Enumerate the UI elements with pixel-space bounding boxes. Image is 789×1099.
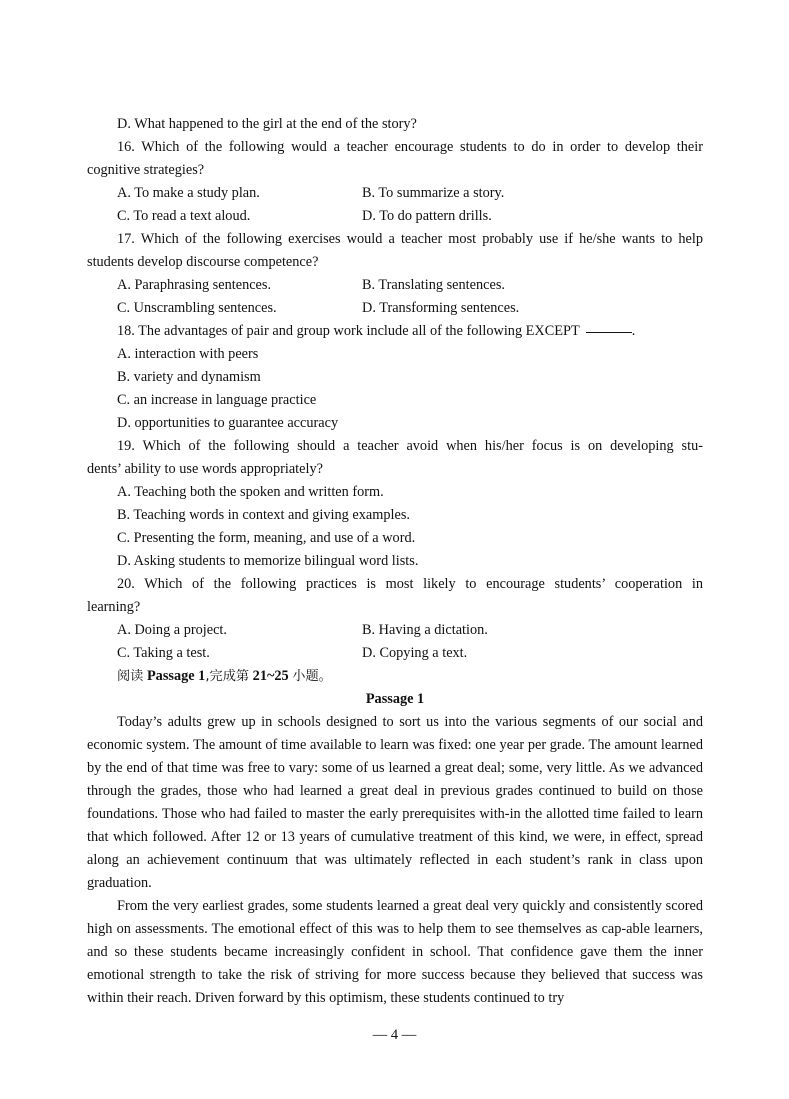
passage-paragraph-1: Today’s adults grew up in schools designed to sort us into the various segments of our social and economic system. The amount of time available to learn was fixed: one year per grade. The amount learned by the end of that time was free to vary: some of us learned a great deal; some, very little. As we advanced through the grades, those who had learned a great deal in previous grades continued to build on those foundations. Those who had failed to master the early prerequisites with-in the allotted time failed to learn that which followed. After 12 or 13 years of cumulative treatment of this kind, we were, in effect, spread along an achievement continuum that was ultimately reflected in each student’s rank in class upon graduation. — [87, 714, 703, 891]
q16-option-d: D. To do pattern drills. — [362, 208, 492, 224]
q16-option-a: A. To make a study plan. — [117, 185, 260, 201]
q20-stem-line2: learning? — [87, 599, 141, 615]
q19-option-c: C. Presenting the form, meaning, and use of a word. — [117, 530, 416, 546]
q20-option-d: D. Copying a text. — [362, 645, 468, 661]
passage-paragraph-2: From the very earliest grades, some students learned a great deal very quickly and consistently scored high on assessments. The emotional effect of this was to help them to see themselves as cap-able learners, and so these students became increasingly confident in school. That confidence gave them the inner emotional strength to take the risk of striving for more success because they believed that success was within their reach. Driven forward by this optimism, these students continued to try — [87, 898, 703, 1006]
q17-option-c: C. Unscrambling sentences. — [117, 300, 277, 316]
q16-options-row1 — [87, 182, 703, 205]
question-16 — [87, 136, 703, 228]
instruction-prefix: 阅读 — [117, 669, 144, 684]
q19-option-a: A. Teaching both the spoken and written form. — [117, 484, 384, 500]
q20-option-a: A. Doing a project. — [117, 622, 227, 638]
q17-options-row1 — [87, 274, 703, 297]
q17-stem-line1: 17. Which of the following exercises would a teacher most probably use if he/she wants to help — [117, 231, 703, 247]
q17-option-d: D. Transforming sentences. — [362, 300, 520, 316]
q16-stem-line1: 16. Which of the following would a teacher encourage students to do in order to develop their — [117, 139, 703, 155]
q15-option-d: D. What happened to the girl at the end of the story? — [117, 116, 417, 132]
page-content — [87, 113, 703, 1010]
q20-options-row1 — [87, 619, 703, 642]
q18-stem — [87, 320, 703, 343]
q18-option-d: D. opportunities to guarantee accuracy — [117, 415, 339, 431]
q17-stem-line2: students develop discourse competence? — [87, 254, 319, 270]
question-19 — [87, 435, 703, 573]
instruction-mid: ,完成第 — [205, 669, 250, 684]
q19-option-b: B. Teaching words in context and giving examples. — [117, 507, 410, 523]
q16-option-b: B. To summarize a story. — [362, 185, 505, 201]
q20-options-row2 — [87, 642, 703, 665]
q16-options-row2 — [87, 205, 703, 228]
instruction-range: 21~25 — [252, 668, 289, 684]
q20-option-c: C. Taking a test. — [117, 645, 210, 661]
page-number: — 4 — — [372, 1027, 417, 1043]
instruction-suffix: 小题。 — [292, 669, 332, 684]
reading-instruction — [87, 665, 703, 688]
question-17 — [87, 228, 703, 320]
q17-option-a: A. Paraphrasing sentences. — [117, 277, 272, 293]
q18-stem-text: 18. The advantages of pair and group work include all of the following EXCEPT — [117, 323, 580, 339]
q18-option-a: A. interaction with peers — [117, 346, 259, 362]
q17-option-b: B. Translating sentences. — [362, 277, 505, 293]
instruction-passage: Passage 1 — [146, 668, 206, 684]
q17-options-row2 — [87, 297, 703, 320]
answer-blank — [586, 331, 632, 333]
q18-stem-period: . — [631, 323, 636, 339]
q18-option-c: C. an increase in language practice — [117, 392, 317, 408]
question-18 — [87, 320, 703, 435]
q16-option-c: C. To read a text aloud. — [117, 208, 251, 224]
q20-stem-line1: 20. Which of the following practices is most likely to encourage students’ cooperation in — [117, 576, 703, 592]
q19-stem-line2: dents’ ability to use words appropriately? — [87, 461, 323, 477]
q20-option-b: B. Having a dictation. — [362, 622, 488, 638]
q16-stem-line2: cognitive strategies? — [87, 162, 205, 178]
question-20 — [87, 573, 703, 665]
passage-title: Passage 1 — [365, 691, 425, 707]
q19-option-d: D. Asking students to memorize bilingual word lists. — [117, 553, 419, 569]
q19-stem-line1: 19. Which of the following should a teacher avoid when his/her focus is on developing stu- — [117, 438, 703, 454]
q18-option-b: B. variety and dynamism — [117, 369, 261, 385]
